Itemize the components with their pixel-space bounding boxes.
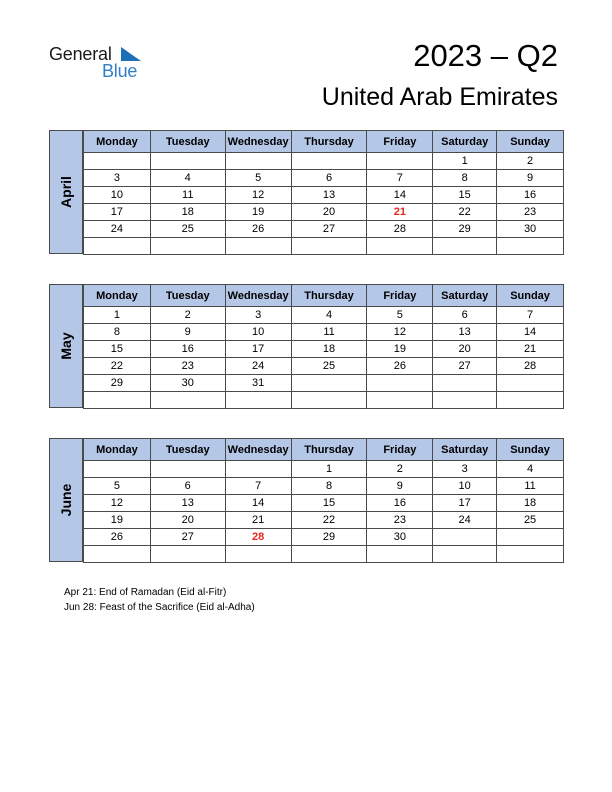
day-cell: 29 [433,221,497,238]
weekday-header: Friday [367,285,433,307]
week-row [84,512,564,529]
day-cell: 2 [497,153,564,170]
day-cell: 23 [367,512,433,529]
holiday-day-cell: 28 [225,529,291,546]
day-cell: 26 [367,358,433,375]
day-cell: 30 [497,221,564,238]
day-cell: 5 [367,307,433,324]
day-cell: 11 [150,187,225,204]
weekday-header: Tuesday [150,439,225,461]
day-cell: 13 [150,495,225,512]
weekday-header: Wednesday [225,439,291,461]
day-cell: 24 [84,221,151,238]
empty-day-cell [367,238,433,255]
day-cell: 9 [150,324,225,341]
day-cell: 15 [433,187,497,204]
empty-day-cell [497,375,564,392]
week-row [84,204,564,221]
day-cell: 18 [150,204,225,221]
day-cell: 22 [291,512,367,529]
weekday-header: Tuesday [150,131,225,153]
day-cell: 28 [367,221,433,238]
day-cell: 10 [433,478,497,495]
empty-day-cell [150,461,225,478]
day-cell: 8 [433,170,497,187]
day-cell: 4 [150,170,225,187]
day-cell: 24 [225,358,291,375]
weekday-header: Friday [367,131,433,153]
day-cell: 15 [291,495,367,512]
logo-triangle-icon [121,47,141,61]
month-label-box [49,130,83,254]
day-cell: 19 [225,204,291,221]
month-grid [83,284,564,409]
weekday-header-row [84,285,564,307]
empty-day-cell [433,392,497,409]
empty-day-cell [150,153,225,170]
day-cell: 11 [497,478,564,495]
empty-day-cell [433,238,497,255]
day-cell: 18 [291,341,367,358]
page-title: 2023 – Q2 [413,38,558,73]
weekday-header: Tuesday [150,285,225,307]
weekday-header: Saturday [433,131,497,153]
empty-day-cell [150,392,225,409]
week-row [84,529,564,546]
weekday-header-row [84,439,564,461]
week-row [84,153,564,170]
day-cell: 21 [225,512,291,529]
week-row [84,324,564,341]
holiday-note: Jun 28: Feast of the Sacrifice (Eid al-Adha) [64,602,255,613]
day-cell: 19 [367,341,433,358]
day-cell: 4 [497,461,564,478]
day-cell: 14 [497,324,564,341]
empty-day-cell [497,546,564,563]
empty-day-cell [497,529,564,546]
week-row [84,238,564,255]
weekday-header: Monday [84,131,151,153]
day-cell: 24 [433,512,497,529]
day-cell: 1 [84,307,151,324]
empty-day-cell [291,153,367,170]
day-cell: 12 [225,187,291,204]
month-grid [83,438,564,563]
day-cell: 10 [84,187,151,204]
empty-day-cell [291,546,367,563]
week-row [84,478,564,495]
day-cell: 18 [497,495,564,512]
day-cell: 27 [291,221,367,238]
day-cell: 21 [497,341,564,358]
day-cell: 25 [291,358,367,375]
weekday-header: Sunday [497,285,564,307]
weekday-header: Saturday [433,439,497,461]
weekday-header: Saturday [433,285,497,307]
week-row [84,358,564,375]
week-row [84,546,564,563]
empty-day-cell [84,238,151,255]
empty-day-cell [497,392,564,409]
day-cell: 17 [84,204,151,221]
day-cell: 25 [150,221,225,238]
weekday-header: Sunday [497,131,564,153]
day-cell: 29 [84,375,151,392]
empty-day-cell [84,392,151,409]
day-cell: 16 [497,187,564,204]
day-cell: 8 [291,478,367,495]
day-cell: 16 [367,495,433,512]
empty-day-cell [84,461,151,478]
day-cell: 12 [84,495,151,512]
empty-day-cell [367,546,433,563]
day-cell: 25 [497,512,564,529]
day-cell: 15 [84,341,151,358]
weekday-header-row [84,131,564,153]
empty-day-cell [225,392,291,409]
day-cell: 8 [84,324,151,341]
day-cell: 5 [225,170,291,187]
weekday-header: Monday [84,285,151,307]
day-cell: 31 [225,375,291,392]
empty-day-cell [150,546,225,563]
empty-day-cell [225,461,291,478]
week-row [84,461,564,478]
day-cell: 1 [433,153,497,170]
empty-day-cell [225,153,291,170]
month-grid [83,130,564,255]
weekday-header: Wednesday [225,131,291,153]
holiday-note: Apr 21: End of Ramadan (Eid al-Fitr) [64,587,227,598]
day-cell: 3 [84,170,151,187]
day-cell: 30 [150,375,225,392]
day-cell: 4 [291,307,367,324]
day-cell: 10 [225,324,291,341]
day-cell: 22 [84,358,151,375]
day-cell: 7 [367,170,433,187]
day-cell: 3 [433,461,497,478]
empty-day-cell [150,238,225,255]
generalblue-logo [49,44,159,84]
empty-day-cell [497,238,564,255]
weekday-header: Sunday [497,439,564,461]
weekday-header: Thursday [291,285,367,307]
month-name: June [58,483,74,517]
month-label-box [49,438,83,562]
day-cell: 3 [225,307,291,324]
day-cell: 27 [150,529,225,546]
day-cell: 14 [367,187,433,204]
day-cell: 26 [225,221,291,238]
day-cell: 20 [150,512,225,529]
empty-day-cell [367,153,433,170]
empty-day-cell [433,546,497,563]
empty-day-cell [291,238,367,255]
day-cell: 17 [433,495,497,512]
day-cell: 23 [150,358,225,375]
month-name: April [58,176,74,208]
weekday-header: Friday [367,439,433,461]
week-row [84,392,564,409]
empty-day-cell [291,375,367,392]
empty-day-cell [433,529,497,546]
week-row [84,495,564,512]
day-cell: 11 [291,324,367,341]
logo-text-general: General [49,44,112,64]
week-row [84,221,564,238]
day-cell: 5 [84,478,151,495]
day-cell: 6 [433,307,497,324]
day-cell: 29 [291,529,367,546]
day-cell: 2 [367,461,433,478]
day-cell: 20 [291,204,367,221]
weekday-header: Monday [84,439,151,461]
weekday-header: Wednesday [225,285,291,307]
empty-day-cell [225,238,291,255]
day-cell: 9 [367,478,433,495]
day-cell: 23 [497,204,564,221]
empty-day-cell [291,392,367,409]
day-cell: 7 [497,307,564,324]
week-row [84,187,564,204]
day-cell: 6 [150,478,225,495]
day-cell: 13 [291,187,367,204]
day-cell: 17 [225,341,291,358]
day-cell: 2 [150,307,225,324]
day-cell: 14 [225,495,291,512]
weekday-header: Thursday [291,131,367,153]
week-row [84,341,564,358]
day-cell: 27 [433,358,497,375]
week-row [84,307,564,324]
country-title: United Arab Emirates [321,83,558,111]
empty-day-cell [367,375,433,392]
empty-day-cell [367,392,433,409]
day-cell: 13 [433,324,497,341]
day-cell: 20 [433,341,497,358]
holiday-notes [64,585,255,615]
day-cell: 7 [225,478,291,495]
month-name: May [58,332,74,360]
weekday-header: Thursday [291,439,367,461]
empty-day-cell [84,153,151,170]
day-cell: 12 [367,324,433,341]
day-cell: 28 [497,358,564,375]
day-cell: 19 [84,512,151,529]
day-cell: 1 [291,461,367,478]
holiday-day-cell: 21 [367,204,433,221]
day-cell: 9 [497,170,564,187]
empty-day-cell [84,546,151,563]
day-cell: 26 [84,529,151,546]
day-cell: 22 [433,204,497,221]
day-cell: 6 [291,170,367,187]
day-cell: 30 [367,529,433,546]
empty-day-cell [433,375,497,392]
week-row [84,170,564,187]
day-cell: 16 [150,341,225,358]
logo-text-blue: Blue [102,61,138,81]
month-label-box [49,284,83,408]
empty-day-cell [225,546,291,563]
week-row [84,375,564,392]
